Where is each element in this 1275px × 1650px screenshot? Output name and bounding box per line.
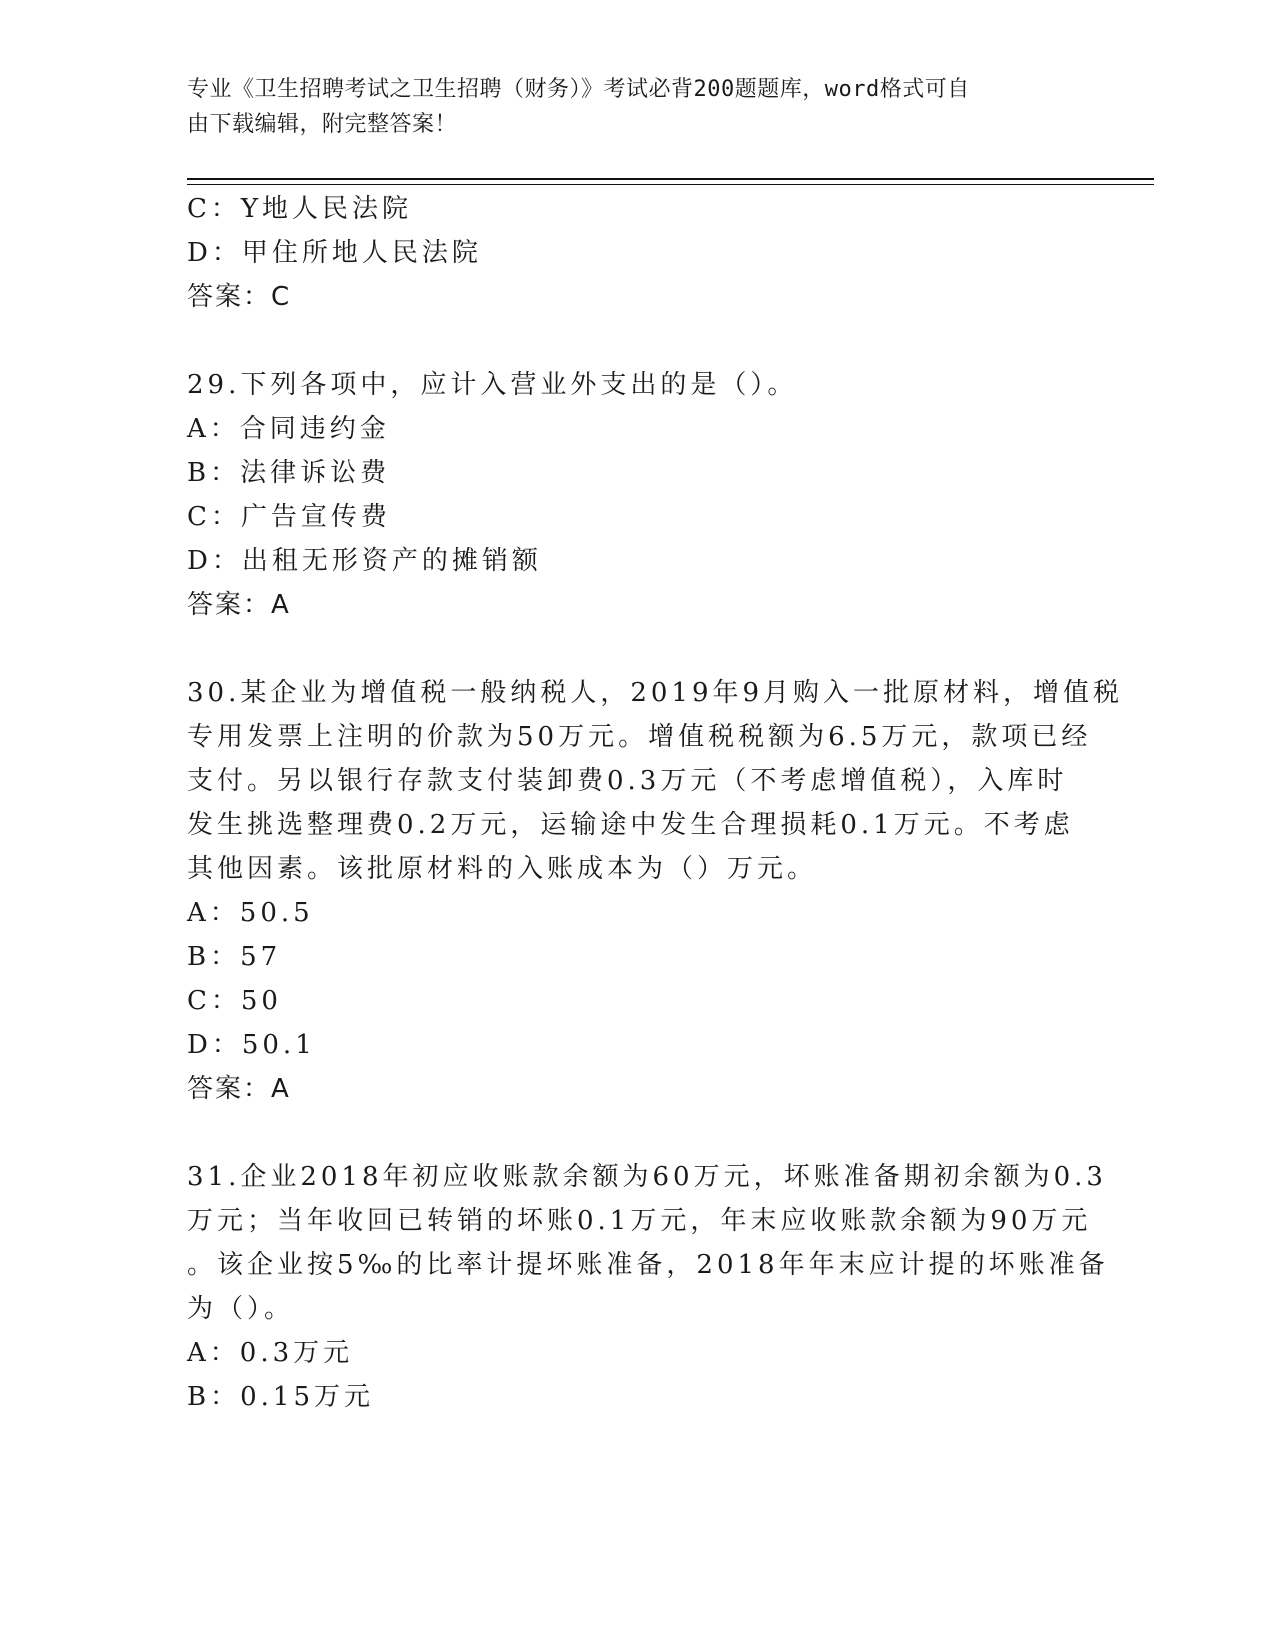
q31-option-a: A：0.3万元 [187, 1338, 354, 1368]
q29-option-b: B：法律诉讼费 [187, 458, 391, 488]
q30-answer: 答案：A [187, 1074, 291, 1104]
q31-stem-line-2: 万元；当年收回已转销的坏账0.1万元，年末应收账款余额为90万元 [187, 1206, 1092, 1236]
header-line-2: 由下载编辑，附完整答案！ [187, 112, 458, 137]
q30-stem-line-1: 30.某企业为增值税一般纳税人，2019年9月购入一批原材料，增值税 [187, 678, 1124, 708]
q30-option-a: A：50.5 [187, 898, 314, 928]
document-header [187, 72, 1067, 142]
q29-stem: 29.下列各项中，应计入营业外支出的是（）。 [187, 370, 798, 400]
q29-answer: 答案：A [187, 590, 291, 620]
q29-option-d: D：出租无形资产的摊销额 [187, 546, 542, 576]
header-divider-thin [187, 184, 1154, 185]
prev-option-d: D：甲住所地人民法院 [187, 238, 482, 268]
prev-option-c: C：Y地人民法院 [187, 194, 413, 224]
header-line-1: 专业《卫生招聘考试之卫生招聘（财务）》考试必背200题题库，word格式可自 [187, 77, 970, 102]
q30-option-c: C：50 [187, 986, 282, 1016]
q30-stem-line-3: 支付。另以银行存款支付装卸费0.3万元（不考虑增值税），入库时 [187, 766, 1068, 796]
q30-option-b: B：57 [187, 942, 282, 972]
q31-stem-line-4: 为（）。 [187, 1294, 295, 1324]
q29-option-c: C：广告宣传费 [187, 502, 391, 532]
q31-stem-line-1: 31.企业2018年初应收账款余额为60万元，坏账准备期初余额为0.3 [187, 1162, 1107, 1192]
q30-stem-line-2: 专用发票上注明的价款为50万元。增值税税额为6.5万元，款项已经 [187, 722, 1092, 752]
q30-stem-line-5: 其他因素。该批原材料的入账成本为（）万元。 [187, 854, 818, 884]
q29-option-a: A：合同违约金 [187, 414, 390, 444]
q30-stem-line-4: 发生挑选整理费0.2万元，运输途中发生合理损耗0.1万元。不考虑 [187, 810, 1074, 840]
prev-answer: 答案：C [187, 282, 292, 312]
q30-option-d: D：50.1 [187, 1030, 316, 1060]
header-divider-thick [187, 178, 1154, 180]
q31-option-b: B：0.15万元 [187, 1382, 374, 1412]
q31-stem-line-3: 。该企业按5‰的比率计提坏账准备，2018年年末应计提的坏账准备 [187, 1250, 1109, 1280]
